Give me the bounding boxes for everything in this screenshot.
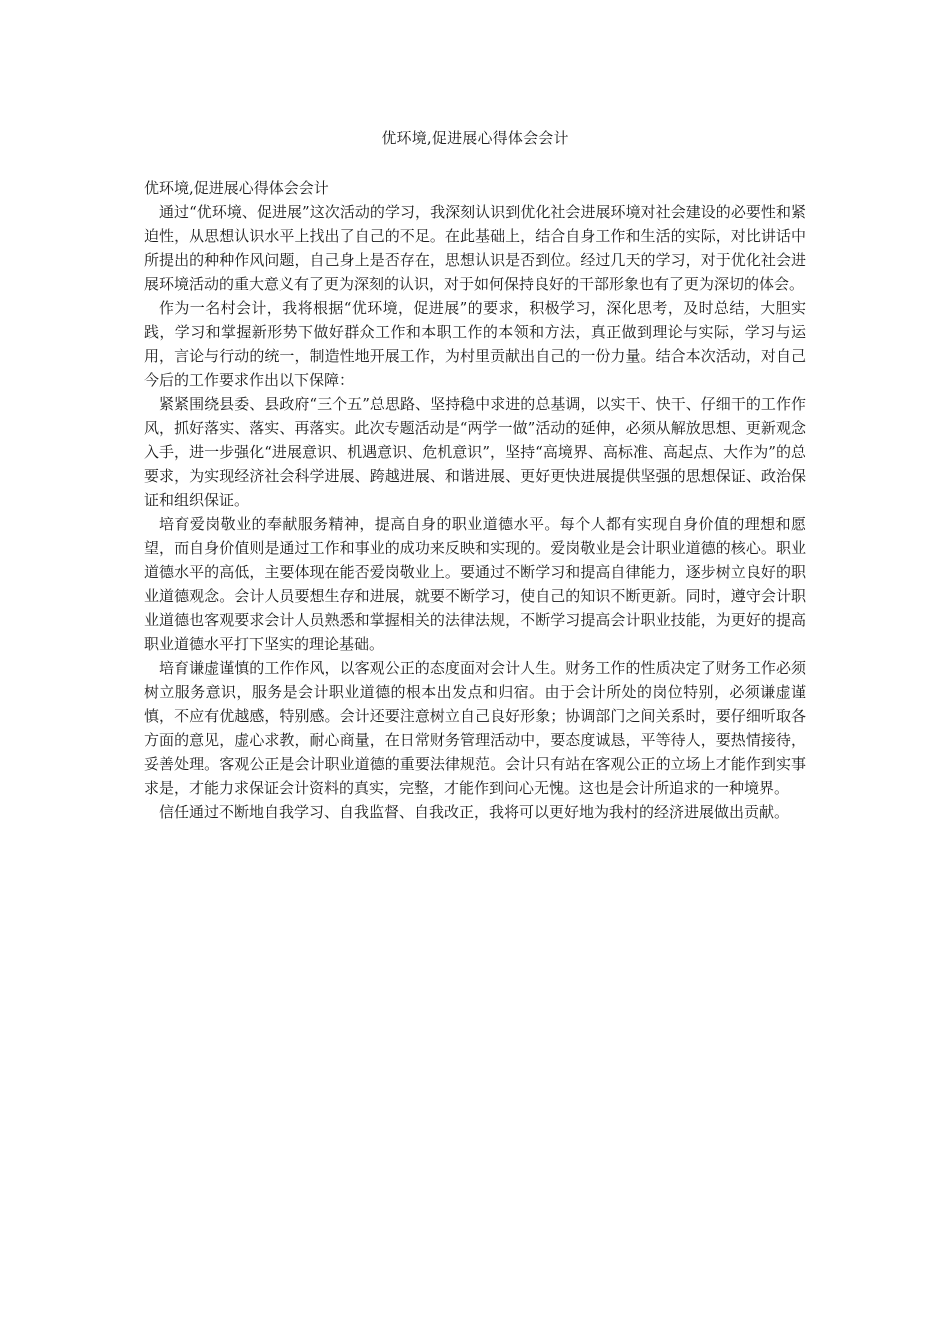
document-title: 优环境,促进展心得体会会计 [381, 129, 569, 147]
paragraph-6: 信任通过不断地自我学习、自我监督、自我改正，我将可以更好地为我村的经济进展做出贡献。 [159, 803, 790, 821]
document-subtitle: 优环境,促进展心得体会会计 [144, 179, 329, 197]
paragraph-3: 紧紧围绕县委、县政府“三个五”总思路、坚持稳中求进的总基调，以实干、快干、仔细干的工作作风，抓好落实、落实、再落实。此次专题活动是“两学一做”活动的延伸，必须从解放思想、更新观念入手，进一步强化“进展意识、机遇意识、危机意识”，坚持“高境界、高标准、高起点、大作为”的总要求，为实现经济社会科学进展、跨越进展、和谐进展、更好更快进展提供坚强的思想保证、政治保证和组织保证。 [144, 395, 806, 509]
paragraph-4: 培育爱岗敬业的奉献服务精神，提高自身的职业道德水平。每个人都有实现自身价值的理想和愿望，而自身价值则是通过工作和事业的成功来反映和实现的。爱岗敬业是会计职业道德的核心。职业道德水平的高低，主要体现在能否爱岗敬业上。要通过不断学习和提高自律能力，逐步树立良好的职业道德观念。会计人员要想生存和进展，就要不断学习，使自己的知识不断更新。同时，遵守会计职业道德也客观要求会计人员熟悉和掌握相关的法律法规，不断学习提高会计职业技能，为更好的提高职业道德水平打下坚实的理论基础。 [144, 515, 806, 653]
paragraph-5: 培育谦虚谨慎的工作作风，以客观公正的态度面对会计人生。财务工作的性质决定了财务工作必须树立服务意识，服务是会计职业道德的根本出发点和归宿。由于会计所处的岗位特别，必须谦虚谨慎，不应有优越感，特别感。会计还要注意树立自己良好形象；协调部门之间关系时，要仔细听取各方面的意见，虚心求教，耐心商量，在日常财务管理活动中，要态度诚恳，平等待人，要热情接待，妥善处理。客观公正是会计职业道德的重要法律规范。会计只有站在客观公正的立场上才能作到实事求是，才能力求保证会计资料的真实，完整，才能作到问心无愧。这也是会计所追求的一种境界。 [144, 659, 806, 797]
document-body [144, 176, 806, 824]
paragraph-1: 通过“优环境、促进展”这次活动的学习，我深刻认识到优化社会进展环境对社会建设的必要性和紧迫性，从思想认识水平上找出了自己的不足。在此基础上，结合自身工作和生活的实际，对比讲话中所提出的种种作风问题，自己身上是否存在，思想认识是否到位。经过几天的学习，对于优化社会进展环境活动的重大意义有了更为深刻的认识，对于如何保持良好的干部形象也有了更为深切的体会。 [144, 203, 806, 293]
paragraph-2: 作为一名村会计，我将根据“优环境，促进展”的要求，积极学习，深化思考，及时总结，大胆实践，学习和掌握新形势下做好群众工作和本职工作的本领和方法，真正做到理论与实际，学习与运用，言论与行动的统一，制造性地开展工作，为村里贡献出自己的一份力量。结合本次活动，对自己今后的工作要求作出以下保障： [144, 299, 806, 389]
